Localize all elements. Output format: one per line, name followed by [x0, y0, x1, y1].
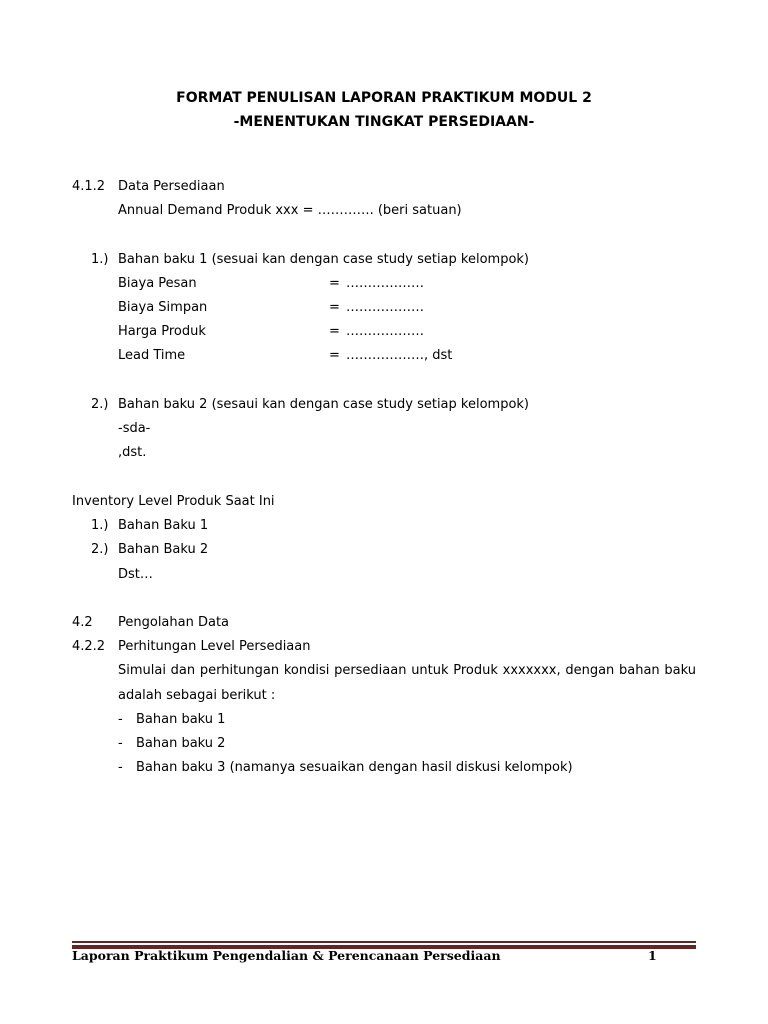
bullet-dash: -: [118, 712, 123, 727]
section-heading: Data Persediaan: [118, 179, 225, 194]
param-value: ………………: [346, 276, 424, 291]
list-number: 2.): [91, 397, 109, 412]
list-item: Bahan Baku 1: [118, 518, 209, 533]
section-number: 4.1.2: [72, 179, 106, 194]
paragraph-line: adalah sebagai berikut :: [118, 688, 276, 703]
dst-line: Dst…: [118, 567, 153, 582]
list-number: 2.): [91, 542, 109, 557]
param-equals: =: [329, 276, 340, 291]
list-item-heading: Bahan baku 2 (sesaui kan dengan case study setiap kelompok): [118, 397, 529, 412]
param-equals: =: [329, 324, 340, 339]
param-value: ………………, dst: [346, 348, 453, 363]
param-value: ………………: [346, 300, 424, 315]
annual-demand-line: Annual Demand Produk xxx = …………. (beri satuan): [118, 203, 462, 218]
list-item-heading: Bahan baku 1 (sesuai kan dengan case study setiap kelompok): [118, 252, 529, 267]
bullet-text: Bahan baku 2: [136, 736, 226, 751]
paragraph-line: Simulai dan perhitungan kondisi persediaan untuk Produk xxxxxxx, dengan bahan baku: [118, 663, 696, 678]
param-equals: =: [329, 300, 340, 315]
footer-text: Laporan Praktikum Pengendalian & Perencanaan Persediaan: [72, 948, 501, 963]
param-label: Biaya Pesan: [118, 276, 197, 291]
bullet-dash: -: [118, 760, 123, 775]
section-number: 4.2.2: [72, 639, 106, 654]
param-label: Biaya Simpan: [118, 300, 208, 315]
footer-rule: [72, 941, 696, 943]
param-equals: =: [329, 348, 340, 363]
bullet-text: Bahan baku 1: [136, 712, 226, 727]
dst-line: ,dst.: [118, 445, 147, 460]
sda-line: -sda-: [118, 421, 151, 436]
list-item: Bahan Baku 2: [118, 542, 209, 557]
section-number: 4.2: [72, 615, 93, 630]
document-subtitle: -MENENTUKAN TINGKAT PERSEDIAAN-: [233, 114, 535, 130]
param-value: ………………: [346, 324, 424, 339]
document-title: FORMAT PENULISAN LAPORAN PRAKTIKUM MODUL 2: [176, 90, 592, 106]
bullet-dash: -: [118, 736, 123, 751]
param-label: Harga Produk: [118, 324, 206, 339]
section-heading: Perhitungan Level Persediaan: [118, 639, 311, 654]
inventory-heading: Inventory Level Produk Saat Ini: [72, 494, 275, 509]
section-heading: Pengolahan Data: [118, 615, 230, 630]
page-number: 1: [648, 948, 657, 963]
list-number: 1.): [91, 252, 109, 267]
bullet-text: Bahan baku 3 (namanya sesuaikan dengan hasil diskusi kelompok): [136, 760, 573, 775]
list-number: 1.): [91, 518, 109, 533]
param-label: Lead Time: [118, 348, 186, 363]
